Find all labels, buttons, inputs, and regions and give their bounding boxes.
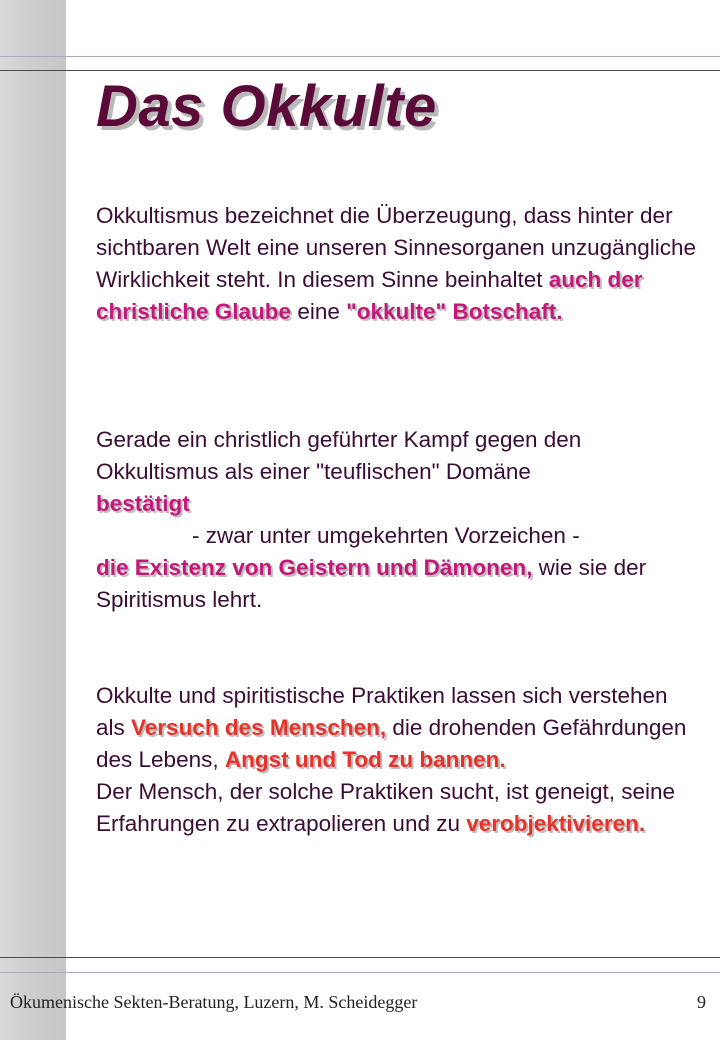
p3-text-3: Der Mensch, der solche Praktiken sucht, ist geneigt, seine Erfahrungen zu extrapolieren und zu bbox=[96, 779, 676, 836]
paragraph-praktiken bbox=[96, 680, 696, 840]
paragraph-okkultismus bbox=[96, 200, 696, 328]
p2-highlight-1: bestätigt bbox=[96, 491, 190, 516]
bottom-rule-dark bbox=[0, 957, 720, 958]
p2-text-2: - zwar unter umgekehrten Vorzeichen - bbox=[192, 523, 580, 548]
p3-highlight-2: Angst und Tod zu bannen. bbox=[224, 747, 506, 772]
paragraph-kampf bbox=[96, 424, 696, 616]
p2-highlight-2: die Existenz von Geistern und Dämonen, bbox=[96, 555, 533, 580]
bottom-rule-light bbox=[0, 972, 720, 973]
p2-text-1: Gerade ein christlich geführter Kampf gegen den Okkultismus als einer "teuflischen" Domäne bbox=[96, 427, 582, 484]
page-number: 9 bbox=[697, 992, 706, 1012]
p3-highlight-3: verobjektivieren. bbox=[466, 811, 646, 836]
p1-text-1: Okkultismus bezeichnet die Überzeugung, dass hinter der sichtbaren Welt eine unseren Sinnesorganen unzugängliche Wirklichkeit steht. In diesem Sinne beinhaltet bbox=[96, 203, 696, 292]
p1-highlight-2: "okkulte" Botschaft. bbox=[346, 299, 563, 324]
p2-text-3: wie sie der Spiritismus lehrt. bbox=[96, 555, 647, 612]
p3-text-2: die drohenden Gefährdungen des Lebens, bbox=[96, 715, 687, 772]
p1-text-2: eine bbox=[291, 299, 347, 324]
p1-highlight-1: auch der christliche Glaube bbox=[96, 267, 643, 324]
footer-attribution: Ökumenische Sekten-Beratung, Luzern, M. Scheidegger bbox=[10, 992, 418, 1012]
top-rule-dark bbox=[0, 70, 720, 71]
p3-text-1: Okkulte und spiritistische Praktiken lassen sich verstehen als bbox=[96, 683, 668, 740]
left-sidebar-bar bbox=[0, 0, 66, 1040]
p3-highlight-1: Versuch des Menschen, bbox=[131, 715, 387, 740]
slide-title: Das Okkulte bbox=[96, 74, 437, 139]
top-rule-light bbox=[0, 56, 720, 57]
